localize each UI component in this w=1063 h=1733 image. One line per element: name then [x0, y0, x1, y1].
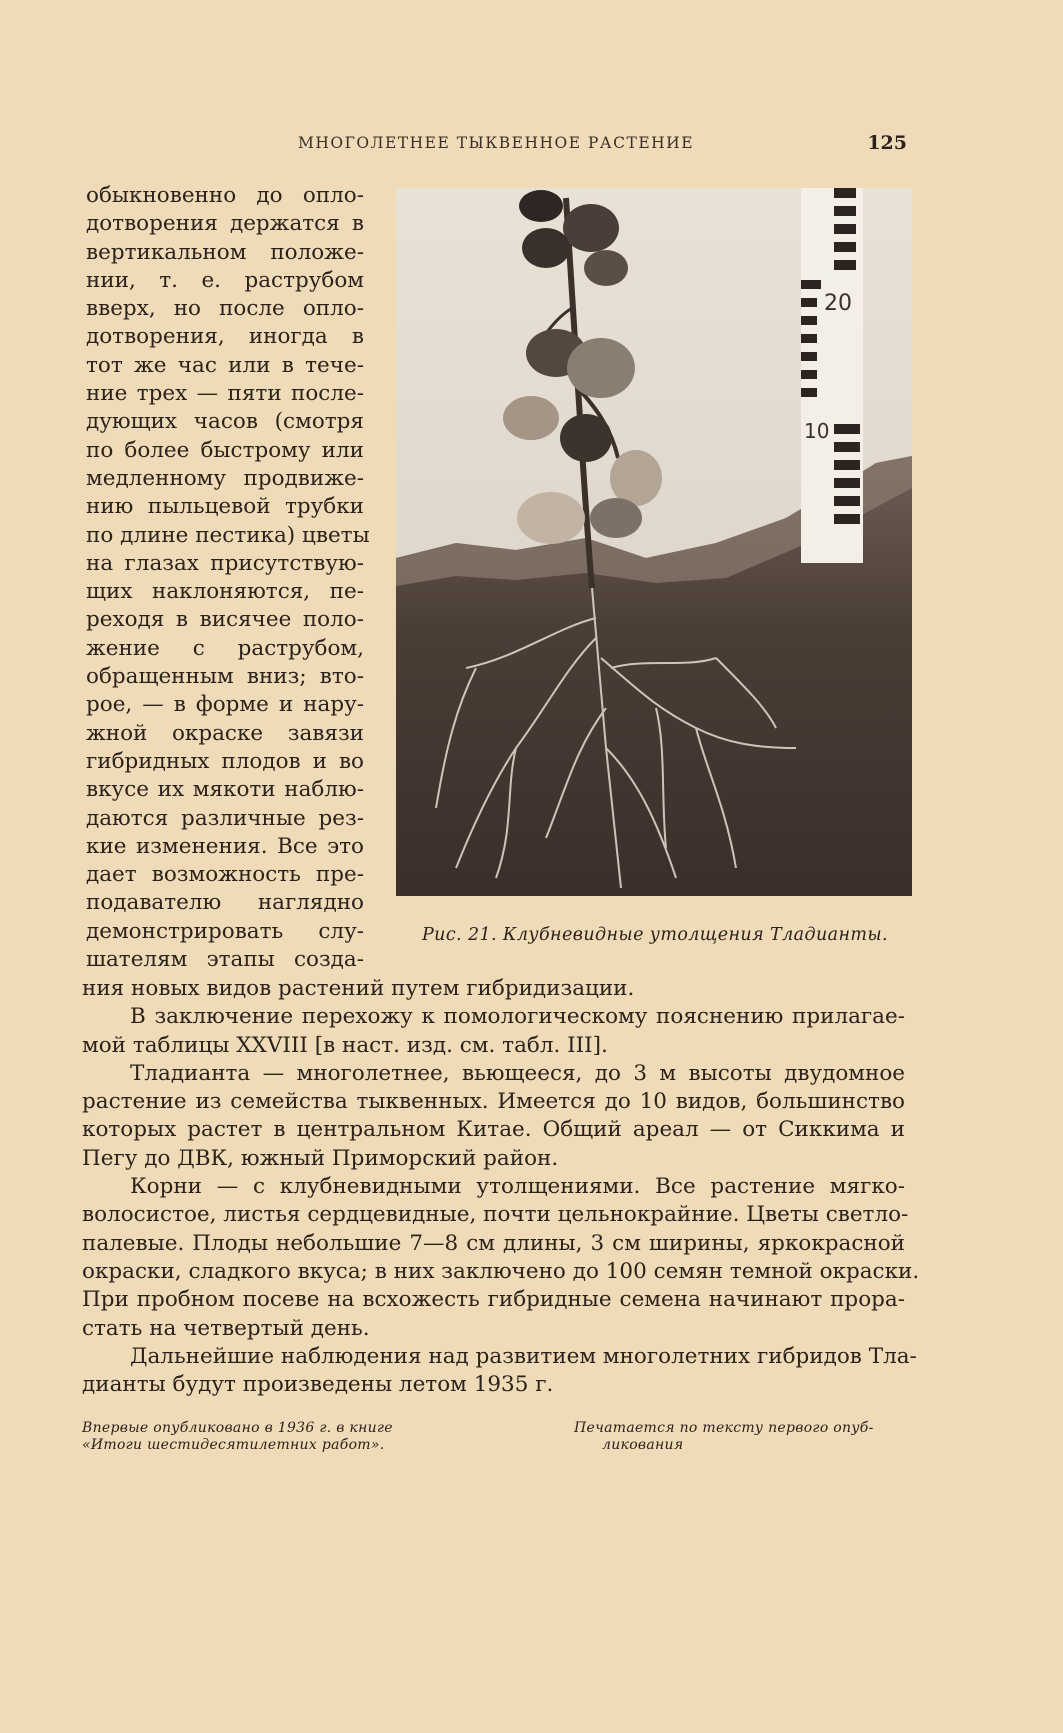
- text-line: дотворения держатся в: [86, 211, 364, 237]
- text-line: шателям этапы созда-: [86, 947, 364, 973]
- text-line: нии, т. е. раструбом: [86, 267, 364, 293]
- text-line: Дальнейшие наблюдения над развитием многолетних гибридов Тла-: [130, 1343, 917, 1369]
- text-line: рое, — в форме и нару-: [86, 692, 364, 718]
- text-line: обращенным вниз; вто-: [86, 664, 364, 690]
- source-note-line: ликования: [602, 1437, 684, 1453]
- text-line: вкусе их мякоти наблю-: [86, 777, 364, 803]
- plant-photo-illustration: [396, 188, 912, 896]
- text-line: щих наклоняются, пе-: [86, 579, 364, 605]
- text-line: вверх, но после опло-: [86, 296, 364, 322]
- text-line: ние трех — пяти после-: [86, 381, 364, 407]
- text-line: медленному продвиже-: [86, 465, 364, 491]
- text-line: вертикальном положе-: [86, 239, 364, 265]
- ruler-label-10: 10: [804, 419, 830, 443]
- text-line: дующих часов (смотря: [86, 409, 364, 435]
- text-line: по более быстрому или: [86, 437, 364, 463]
- text-line: жение с раструбом,: [86, 635, 364, 661]
- publication-note-line: «Итоги шестидесятилетних работ».: [82, 1437, 385, 1453]
- ruler-label-20: 20: [824, 291, 852, 316]
- text-line: дает возможность пре-: [86, 862, 364, 888]
- ruler: [801, 188, 863, 563]
- page-header: [85, 134, 907, 158]
- text-line: на глазах присутствую-: [86, 550, 364, 576]
- publication-note: [82, 1420, 462, 1454]
- text-line: волосистое, листья сердцевидные, почти цельнокрайние. Цветы светло-: [82, 1202, 909, 1228]
- source-note: [574, 1420, 908, 1454]
- text-line: Тладианта — многолетнее, вьющееся, до 3 м высоты двудомное: [130, 1060, 905, 1086]
- publication-note-line: Впервые опубликовано в 1936 г. в книге: [82, 1420, 393, 1436]
- running-head: МНОГОЛЕТНЕЕ ТЫКВЕННОЕ РАСТЕНИЕ: [297, 134, 695, 152]
- text-line: дотворения, иногда в: [86, 324, 364, 350]
- text-line: гибридных плодов и во: [86, 748, 364, 774]
- text-line: которых растет в центральном Китае. Общий ареал — от Сиккима и: [82, 1117, 905, 1143]
- text-line: мой таблицы XXVIII [в наст. изд. см. табл. III].: [82, 1032, 608, 1058]
- text-line: демонстрировать слу-: [86, 918, 364, 944]
- figure-caption: Рис. 21. Клубневидные утолщения Тладианты.: [421, 925, 889, 945]
- text-line: по длине пестика) цветы: [86, 522, 370, 548]
- page-number: 125: [867, 132, 907, 154]
- text-line: Корни — с клубневидными утолщениями. Все растение мягко-: [130, 1174, 905, 1200]
- text-line: Пегу до ДВК, южный Приморский район.: [82, 1145, 559, 1171]
- text-line: палевые. Плоды небольшие 7—8 см длины, 3 см ширины, яркокрасной: [82, 1230, 905, 1256]
- text-line: растение из семейства тыквенных. Имеется до 10 видов, большинство: [82, 1089, 905, 1115]
- figure-photo: [396, 188, 912, 896]
- text-line: нию пыльцевой трубки: [86, 494, 364, 520]
- text-line: стать на четвертый день.: [82, 1315, 370, 1341]
- text-line: окраски, сладкого вкуса; в них заключено до 100 семян темной окраски.: [82, 1258, 920, 1284]
- text-line: дианты будут произведены летом 1935 г.: [82, 1372, 554, 1398]
- source-note-line: Печатается по тексту первого опуб-: [574, 1420, 874, 1436]
- full-width-text: [82, 975, 920, 1399]
- text-line: подавателю наглядно: [86, 890, 364, 916]
- text-line: обыкновенно до опло-: [86, 183, 364, 208]
- text-line: кие изменения. Все это: [86, 833, 364, 859]
- text-line: жной окраске завязи: [86, 720, 364, 746]
- text-line: даются различные рез-: [86, 805, 364, 831]
- text-line: ния новых видов растений путем гибридизации.: [82, 976, 635, 1001]
- text-line: тот же час или в тече-: [86, 352, 364, 378]
- left-column-text: [86, 182, 370, 974]
- text-line: В заключение перехожу к помологическому пояснению прилагае-: [130, 1004, 905, 1030]
- text-line: При пробном посеве на всхожесть гибридные семена начинают прора-: [82, 1287, 905, 1313]
- text-line: реходя в висячее поло-: [86, 607, 364, 633]
